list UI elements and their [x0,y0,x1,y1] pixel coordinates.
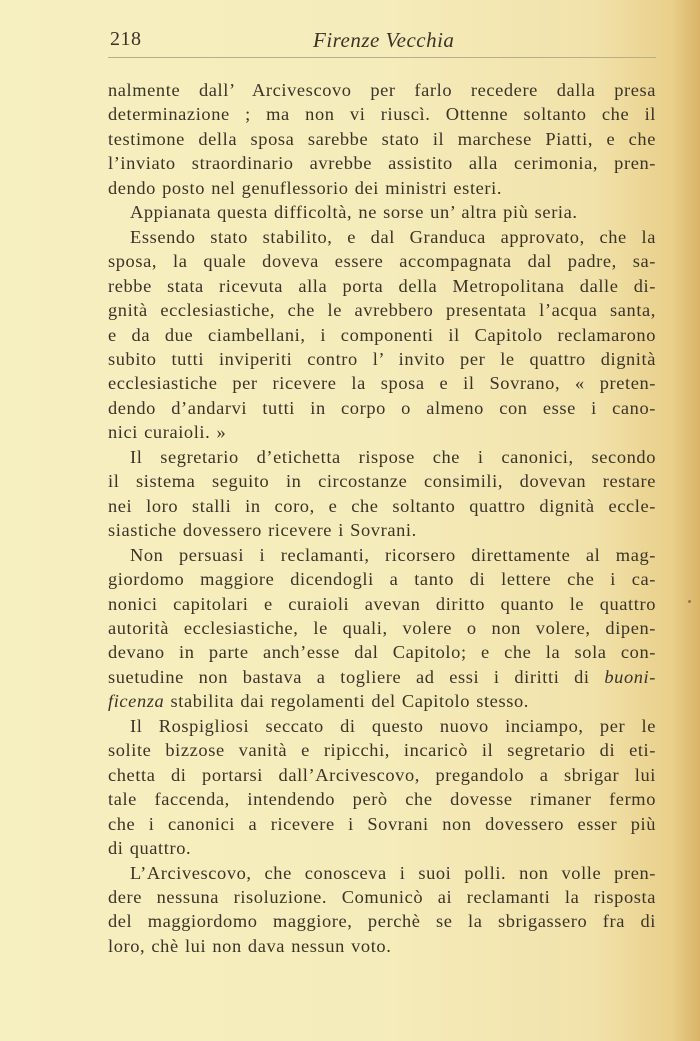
text-line: Non persuasi i reclamanti, ricorsero direttamente al mag- [130,544,656,565]
text-line: l’inviato straordinario avrebbe assistito alla cerimonia, pren- [108,153,656,174]
text-line: Il segretario d’etichetta rispose che i canonici, secondo [130,446,656,467]
text-line: nici curaioli. » [108,422,227,443]
text-line: L’Arcivescovo, che conosceva i suoi polli. non volle pren- [130,862,656,883]
text-line: solite bizzose vanità e ripicchi, incaricò il segretario di eti- [108,740,656,761]
text-line: del maggiordomo maggiore, perchè se la sbrigassero fra di [108,911,656,932]
text-line: chetta di portarsi dall’Arcivescovo, pregandolo a sbrigar lui [108,764,656,785]
text-line: Il Rospigliosi seccato di questo nuovo inciampo, per le [130,715,656,736]
header-rule [108,57,656,58]
text-line: nalmente dall’ Arcivescovo per farlo recedere dalla presa [108,80,656,100]
text-line: dere nessuna risoluzione. Comunicò ai reclamanti la risposta [108,886,656,907]
running-head [108,28,656,58]
text-line: sposa, la quale doveva essere accompagnata dal padre, sa- [108,251,656,272]
italic-word: buoni- [604,666,656,687]
text-line: rebbe stata ricevuta alla porta della Metropolitana dalle di- [108,275,656,296]
text-line: Appianata questa difficoltà, ne sorse un’ altra più seria. [130,202,578,223]
text-line: il sistema seguito in circostanze consimili, dovevan restare [108,471,656,492]
text-line: subito tutti inviperiti contro l’ invito per le quattro dignità [108,348,656,369]
text-line: e da due ciambellani, i componenti il Capitolo reclamarono [108,324,656,345]
text-line: nonici capitolari e curaioli avevan diritto quanto le quattro [108,593,656,614]
text-line: siastiche dovessero ricevere i Sovrani. [108,520,417,541]
text-line: determinazione ; ma non vi riuscì. Ottenne soltanto che il [108,104,656,125]
text-line: tale faccenda, intendendo però che dovesse rimaner fermo [108,789,656,810]
text-segment: stabilita dai regolamenti del Capitolo stesso. [164,691,529,712]
text-line: loro, chè lui non dava nessun voto. [108,935,392,956]
italic-word: ficenza [108,691,165,712]
margin-speck [688,600,691,603]
text-line: dendo d’andarvi tutti in corpo o almeno con esse i cano- [108,397,656,418]
running-title: Firenze Vecchia [313,28,455,52]
text-line: testimone della sposa sarebbe stato il marchese Piatti, e che [108,128,656,149]
page-number: 218 [110,28,142,50]
text-line: autorità ecclesiastiche, le quali, volere o non volere, dipen- [108,617,656,638]
text-line [108,665,656,689]
text-line: nei loro stalli in coro, e che soltanto quattro dignità eccle- [108,495,656,516]
text-line: Essendo stato stabilito, e dal Granduca approvato, che la [130,226,656,247]
text-line: che i canonici a ricevere i Sovrani non dovessero esser più [108,813,656,834]
text-line: giordomo maggiore dicendogli a tanto di lettere che i ca- [108,569,656,590]
text-line: ecclesiastiche per ricevere la sposa e il Sovrano, « preten- [108,373,656,394]
body-text [108,78,656,958]
text-line: gnità ecclesiastiche, che le avrebbero presentata l’acqua santa, [108,300,656,321]
book-page [108,0,656,1041]
text-line: di quattro. [108,838,192,859]
text-segment: suetudine non bastava a togliere ad essi i diritti di [108,666,605,687]
text-line: devano in parte anch’esse dal Capitolo; e che la sola con- [108,642,656,663]
text-line [108,689,656,713]
text-line: dendo posto nel genuflessorio dei ministri esteri. [108,177,503,198]
